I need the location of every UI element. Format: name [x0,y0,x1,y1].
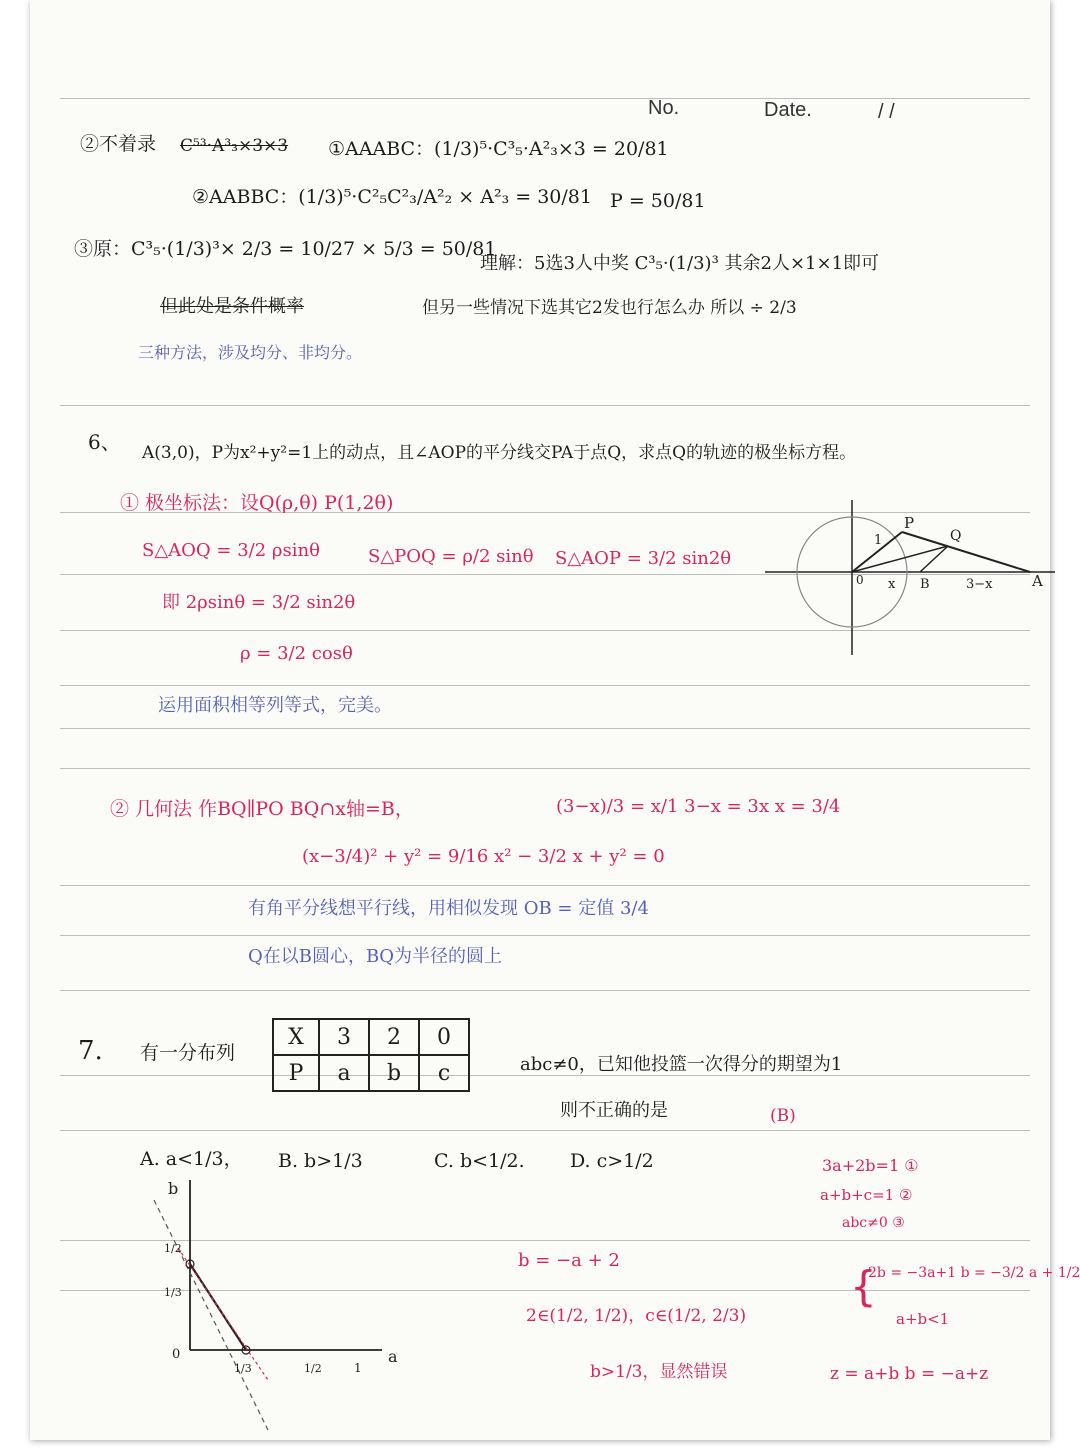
ruled-line [60,1130,1030,1131]
item2-label: ②不着录 [80,133,157,155]
ruled-line [60,990,1030,991]
conclusion: b>1/3，显然错误 [590,1362,728,1382]
ruled-line [60,405,1030,406]
label-b: b [168,1179,179,1198]
label-Q: Q [950,528,962,544]
table-cell: X [273,1019,319,1055]
table-cell: P [273,1055,319,1091]
label-O: 0 [856,573,864,587]
q6-eq1: S△AOQ = 3/2 ρsinθ [142,540,320,561]
range-note: 2∈(1/2, 1/2)，c∈(1/2, 2/3) [526,1306,747,1326]
q7-condition: abc≠0，已知他投篮一次得分的期望为1 [520,1054,843,1075]
q6-method1-title: ① 极坐标法：设Q(ρ,θ) P(1,2θ) [120,492,394,514]
table-cell: 0 [419,1019,469,1055]
table-cell: 3 [319,1019,369,1055]
q6-eq5: ρ = 3/2 cosθ [240,643,353,664]
label-P: P [904,514,915,532]
q7-intro: 有一分布列 [140,1042,236,1064]
system-eq1: 3a+2b=1 ① [822,1156,919,1175]
brace: { [850,1262,877,1311]
tick-third: 1/3 [164,1286,182,1299]
ruled-line [60,685,1030,686]
understand-note: 理解：5选3人中奖 C³₅·(1/3)³ 其余2人×1×1即可 [480,253,880,274]
q7-answer: (B) [770,1106,796,1126]
q6-eq2: S△POQ = ρ/2 sinθ [368,546,534,567]
line-equation: b = −a + 2 [518,1250,620,1271]
tick-half: 1/2 [164,1242,182,1255]
item2-struck: C⁵³·A³₃×3×3 [180,136,289,156]
brace-eq1: 2b = −3a+1 b = −3/2 a + 1/2 [868,1265,1080,1281]
option-a: A. a<1/3， [140,1148,243,1170]
option-d: D. c>1/2 [570,1150,654,1172]
segment-PA [902,532,1030,572]
option-b: B. b>1/3 [278,1150,363,1172]
ruled-line [60,768,1030,769]
distribution-table [272,1018,470,1092]
table-row [273,1019,469,1055]
table-row [273,1055,469,1091]
label-origin: 0 [172,1347,181,1362]
q6-remark2: 有角平分线想平行线，用相似发现 OB = 定值 3/4 [248,898,649,919]
label-seg-x: x [888,577,896,592]
ruled-line [60,728,1030,729]
tick-x3: 1 [354,1361,362,1375]
table-cell: c [419,1055,469,1091]
segment [190,1264,246,1350]
q6-m2-eq2: (x−3/4)² + y² = 9/16 x² − 3/2 x + y² = 0 [302,846,665,867]
item3: ③原：C³₅·(1/3)³× 2/3 = 10/27 × 5/3 = 50/81 [74,238,497,260]
q6-circle-diagram [760,500,1060,660]
table-cell: 2 [369,1019,419,1055]
q7-ask: 则不正确的是 [560,1100,668,1121]
case2-probability: P = 50/81 [610,190,706,212]
ruled-line [60,885,1030,886]
label-A: A [1032,572,1043,590]
q6-stem: A(3,0)，P为x²+y²=1上的动点，且∠AOP的平分线交PA于点Q，求点Q的轨迹的极坐标方程。 [142,443,857,463]
system-eq2: a+b+c=1 ② [820,1186,913,1204]
q6-number: 6、 [88,430,121,454]
ruled-line [60,935,1030,936]
date-separator: / / [878,101,895,123]
label-seg-1: 1 [874,533,883,548]
last-line: z = a+b b = −a+z [830,1364,989,1384]
ruled-line [60,1075,1030,1076]
q6-remark3: Q在以B圆心，BQ为半径的圆上 [248,946,502,967]
label-B: B [920,577,930,592]
struck-note: 但此处是条件概率 [160,296,304,317]
tick-x2: 1/2 [304,1362,322,1375]
summary-note: 三种方法，涉及均分、非均分。 [138,343,363,362]
case1: ①AAABC：(1/3)⁵·C³₅·A²₃×3 = 20/81 [328,138,669,160]
brace-eq2: a+b<1 [896,1310,950,1328]
q7-number: 7. [78,1036,103,1066]
option-c: C. b<1/2. [434,1150,525,1172]
case2: ②AABBC：(1/3)⁵·C²₅C²₃/A²₂ × A²₃ = 30/81 [192,186,592,208]
q6-method2-title: ② 几何法 作BQ∥PO BQ∩x轴=B， [110,798,414,820]
q6-eq4: 即 2ρsinθ = 3/2 sin2θ [162,592,356,613]
no-label: No. [648,97,680,119]
notebook-page [30,0,1080,1440]
system-eq3: abc≠0 ③ [842,1215,905,1231]
table-cell: b [369,1055,419,1091]
label-seg-3x: 3−x [966,577,993,592]
ruled-line [60,98,1030,99]
q7-graph [150,1180,410,1430]
q6-remark1: 运用面积相等列等式，完美。 [158,695,392,716]
q6-eq3: S△AOP = 3/2 sin2θ [555,548,732,569]
date-label: Date. [764,99,812,121]
dashed-line [154,1200,268,1430]
tick-x1: 1/3 [234,1362,252,1375]
q6-m2-eq1: (3−x)/3 = x/1 3−x = 3x x = 3/4 [556,796,841,817]
extra-note: 但另一些情况下选其它2发也行怎么办 所以 ÷ 2/3 [422,298,797,318]
table-cell: a [319,1055,369,1091]
label-a: a [388,1347,398,1366]
